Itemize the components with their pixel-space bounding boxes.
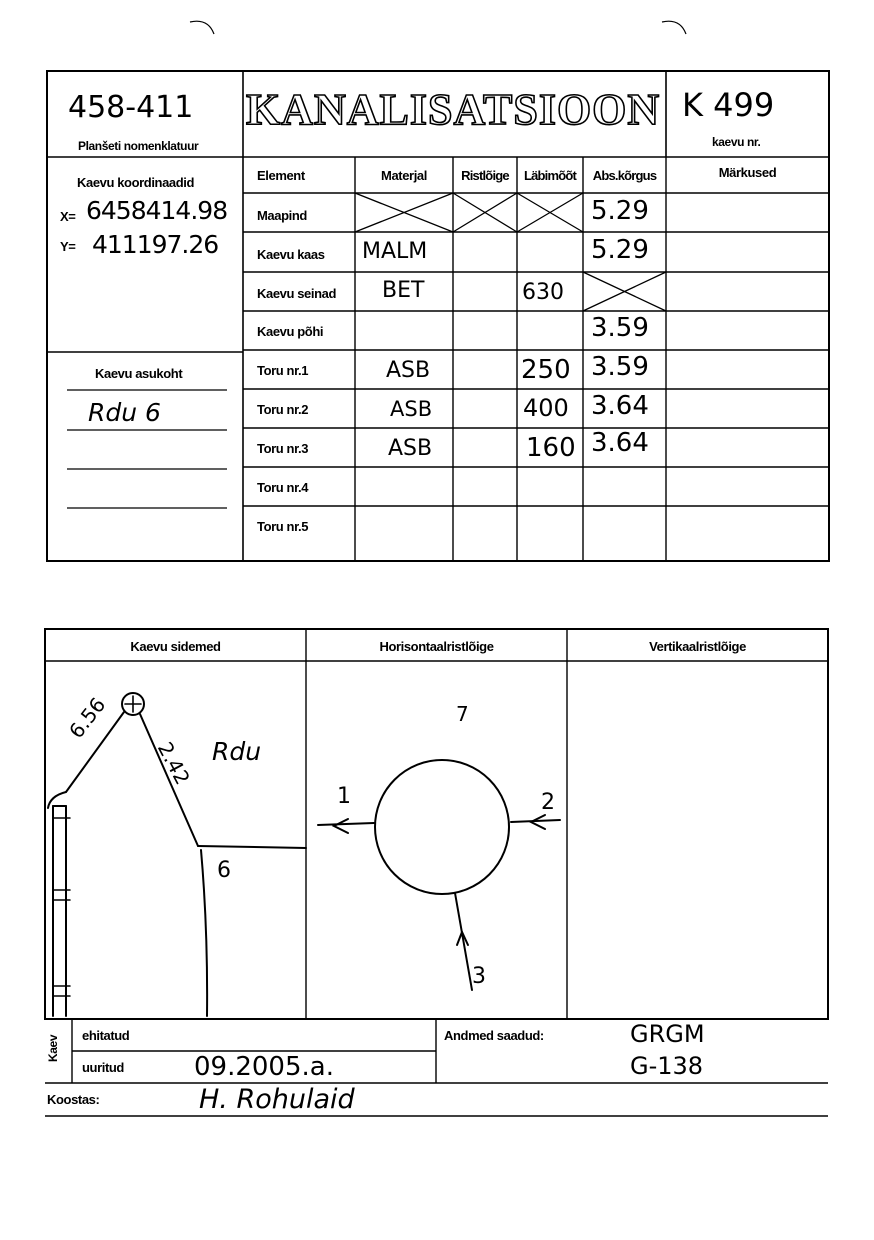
row-elevation: 3.64: [591, 391, 649, 421]
pipe-3-label: 3: [472, 964, 486, 989]
row-elevation: 3.59: [591, 313, 649, 343]
surveyed-label: uuritud: [82, 1060, 124, 1075]
section-header-vertical: Vertikaalristlõige: [649, 639, 746, 654]
col-header-notes: Märkused: [718, 165, 777, 180]
punch-mark-right: [662, 21, 686, 34]
street-label: Rdu: [212, 737, 262, 766]
data-source-value-2: G-138: [630, 1052, 704, 1080]
page-title: KANALISATSIOON: [246, 85, 661, 134]
row-element: Kaevu põhi: [257, 324, 324, 339]
y-prefix: Y=: [60, 239, 76, 254]
row-diameter: 630: [522, 280, 564, 305]
plan-nomenclature-value: 458-411: [68, 90, 194, 125]
punch-mark-left: [190, 21, 214, 34]
location-label: Kaevu asukoht: [95, 366, 183, 381]
row-diameter: 250: [521, 355, 571, 385]
well-number-value: K 499: [682, 86, 775, 124]
x-prefix: X=: [60, 209, 76, 224]
row-elevation: 5.29: [591, 235, 649, 265]
row-material: ASB: [386, 358, 431, 383]
row-material: ASB: [388, 436, 433, 461]
y-coordinate: 411197.26: [92, 230, 219, 259]
row-material: MALM: [362, 239, 428, 264]
col-header-cross: Ristlõige: [461, 168, 509, 183]
row-elevation: 3.59: [591, 352, 649, 382]
lower-frame: [45, 629, 828, 1019]
well-number-label: kaevu nr.: [712, 135, 761, 149]
row-material: BET: [382, 278, 425, 303]
compiled-label: Koostas:: [47, 1092, 100, 1107]
built-label: ehitatud: [82, 1028, 130, 1043]
house-number-label: 6: [217, 858, 231, 883]
col-header-element: Element: [257, 168, 305, 183]
compiled-value: H. Rohulaid: [199, 1084, 355, 1115]
row-elevation: 3.64: [591, 428, 649, 458]
pipe-2-label: 2: [541, 790, 555, 815]
location-value: Rdu 6: [88, 398, 161, 427]
distance-label-2: 2.42: [152, 738, 195, 789]
row-element: Maapind: [257, 208, 307, 223]
section-header-horizontal: Horisontaalristlõige: [379, 639, 494, 654]
data-source-label: Andmed saadud:: [444, 1028, 544, 1043]
side-label-well: Kaev: [46, 1034, 60, 1062]
row-element: Toru nr.5: [257, 519, 309, 534]
data-source-value-1: GRGM: [630, 1020, 705, 1048]
distance-label-1: 6.56: [64, 692, 111, 743]
row-element: Toru nr.4: [257, 480, 309, 495]
col-header-elevation: Abs.kõrgus: [592, 168, 657, 183]
pipe-1-label: 1: [337, 784, 351, 809]
row-material: ASB: [390, 397, 433, 421]
row-element: Kaevu seinad: [257, 286, 337, 301]
row-diameter: 400: [523, 394, 569, 422]
top-mark-label: 7: [456, 702, 469, 726]
col-header-diameter: Läbimõõt: [523, 168, 577, 183]
plan-nomenclature-label: Planšeti nomenklatuur: [78, 139, 199, 153]
col-header-material: Materjal: [381, 168, 427, 183]
x-coordinate: 6458414.98: [86, 196, 228, 225]
row-diameter: 160: [526, 433, 576, 463]
section-header-connections: Kaevu sidemed: [130, 639, 221, 654]
row-element: Toru nr.2: [257, 402, 309, 417]
row-element: Toru nr.3: [257, 441, 309, 456]
row-element: Kaevu kaas: [257, 247, 325, 262]
row-elevation: 5.29: [591, 196, 649, 226]
surveyed-value: 09.2005.a.: [194, 1052, 334, 1082]
row-element: Toru nr.1: [257, 363, 309, 378]
coordinates-label: Kaevu koordinaadid: [77, 175, 195, 190]
